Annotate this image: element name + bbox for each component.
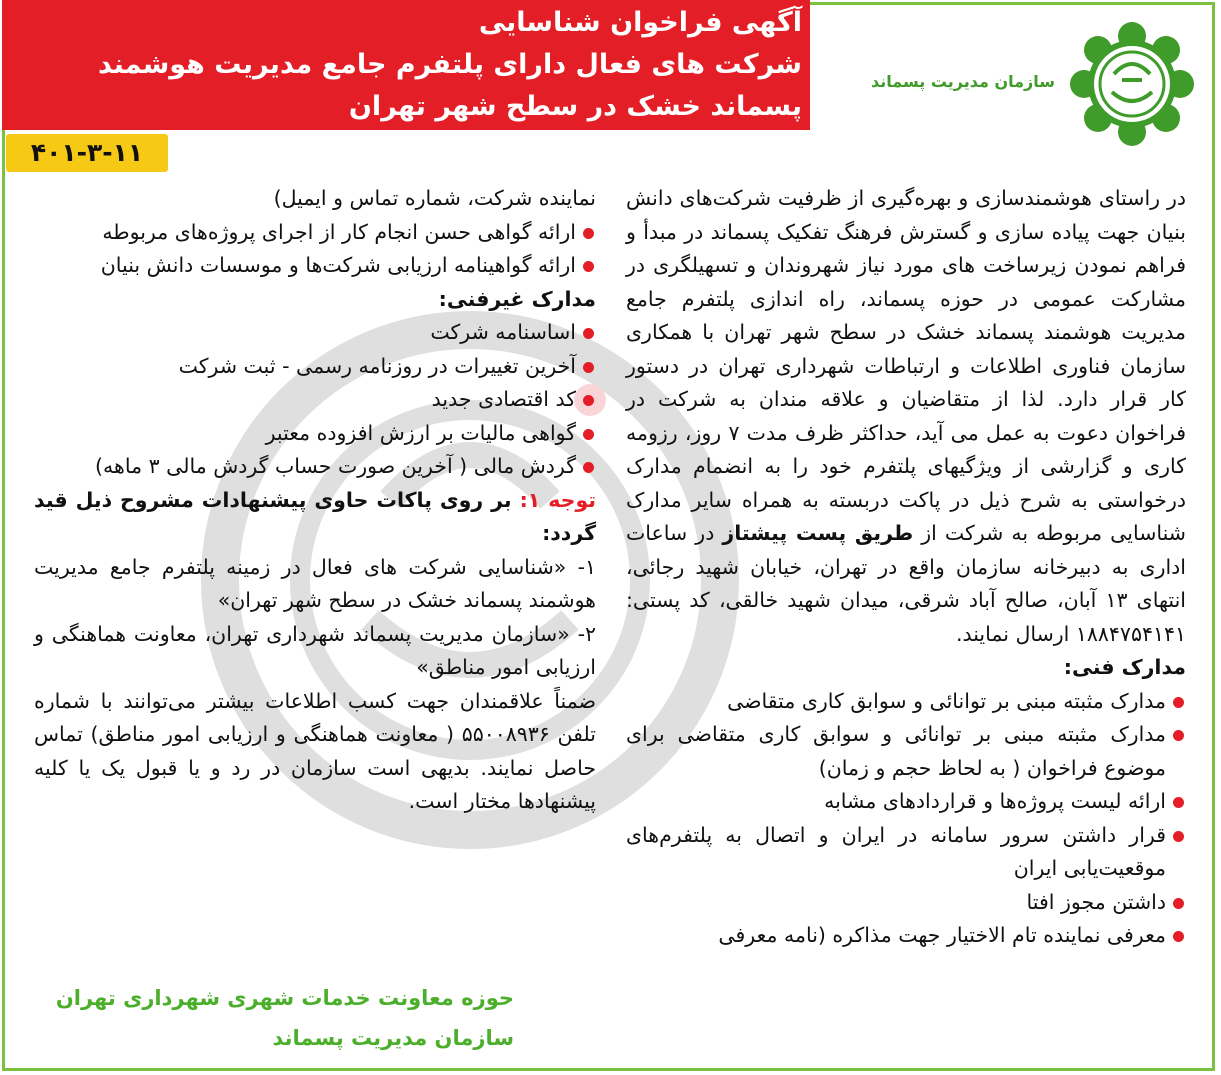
list-item: گردش مالی ( آخرین صورت حساب گردش مالی ۳ ماهه) xyxy=(34,450,596,484)
list-item: ارائه لیست پروژه‌ها و قراردادهای مشابه xyxy=(626,785,1186,819)
list-item: ارائه گواهی حسن انجام کار از اجرای پروژه‌های مربوطه xyxy=(34,216,596,250)
list-item: کد اقتصادی جدید xyxy=(34,383,596,417)
note-line-1: ۱- «شناسایی شرکت های فعال در زمینه پلتفرم جامع مدیریت هوشمند پسماند خشک در سطح شهر تهران» xyxy=(34,554,596,612)
header-line-1: آگهی فراخوان شناسایی xyxy=(478,7,802,38)
list-item: معرفی نماینده تام الاختیار جهت مذاکره (نامه معرفی xyxy=(626,919,1186,953)
date-tag: ۴۰۱-۳-۱۱ xyxy=(6,134,168,172)
list-item: ارائه گواهینامه ارزیابی شرکت‌ها و موسسات دانش بنیان xyxy=(34,249,596,283)
header-line-3: پسماند خشک در سطح شهر تهران xyxy=(348,91,802,122)
nontech-list xyxy=(34,316,596,484)
header-title xyxy=(12,2,802,128)
note-line-2: ۲- «سازمان مدیریت پسماند شهرداری تهران، معاونت هماهنگی و ارزیابی امور مناطق» xyxy=(34,621,596,679)
nontech-heading: مدارک غیرفنی: xyxy=(438,286,596,311)
note-paragraph xyxy=(34,484,596,551)
left-column xyxy=(34,182,596,819)
closing-paragraph: ضمناً علاقمندان جهت کسب اطلاعات بیشتر می‌توانند با شماره تلفن ۵۵۰۰۸۹۳۶ ( معاونت هماهنگی و ارزیابی امور مناطق) تماس حاصل نمایند. بدیهی است سازمان در رد و یا قبول یک یا کلیه پیشنهادها مختار است. xyxy=(34,688,596,813)
intro-text: در راستای هوشمندسازی و بهره‌گیری از ظرفیت شرکت‌های دانش بنیان جهت پیاده سازی و گسترش فرهنگ تفکیک پسماند در مبدأ و فراهم نمودن زیرساخت های مورد نیاز شهروندان و تسهیلگری در مشارکت عمومی در حوزه پسماند، راه اندازی پلتفرم جامع مدیریت هوشمند پسماند خشک در سطح شهر تهران با همکاری سازمان فناوری اطلاعات و ارتباطات شهرداری تهران در دستور کار قرار دارد. لذا از متقاضیان و علاقه مندان به شرکت در فراخوان دعوت به عمل می آید، حداکثر ظرف مدت ۷ روز، رزومه کاری و گزارشی از ویژگیهای پلتفرم خود را به انضمام مدارک درخواستی به شرح ذیل در پاکت دربسته به همراه سایر مدارک شناسایی مربوطه به شرکت از xyxy=(626,186,1186,545)
right-column xyxy=(626,182,1186,953)
list-item: گواهی مالیات بر ارزش افزوده معتبر xyxy=(34,417,596,451)
header-line-2: شرکت های فعال دارای پلتفرم جامع مدیریت هوشمند xyxy=(97,49,802,80)
intro-paragraph xyxy=(626,182,1186,651)
list-item: اساسنامه شرکت xyxy=(34,316,596,350)
list-item: آخرین تغییرات در روزنامه رسمی - ثبت شرکت xyxy=(34,350,596,384)
list-item: قرار داشتن سرور سامانه در ایران و اتصال به پلتفرم‌های موقعیت‌یابی ایران xyxy=(626,819,1186,886)
continuation-text: نماینده شرکت، شماره تماس و ایمیل) xyxy=(273,186,596,210)
footer-line-1: حوزه معاونت خدمات شهری شهرداری تهران xyxy=(55,986,514,1010)
list-item: داشتن مجوز افتا xyxy=(626,886,1186,920)
note-text: بر روی پاکات حاوی پیشنهادات مشروح ذیل قید گردد: xyxy=(34,487,596,545)
list-item: مدارک مثبته مبنی بر توانائی و سوابق کاری متقاضی برای موضوع فراخوان ( به لحاظ حجم و زمان) xyxy=(626,718,1186,785)
tech-heading: مدارک فنی: xyxy=(1063,655,1186,679)
tech-list-continued xyxy=(34,216,596,283)
header-band xyxy=(2,0,810,130)
tehran-municipality-logo-icon xyxy=(1062,14,1202,154)
footer-line-2: سازمان مدیریت پسماند xyxy=(272,1026,514,1050)
note-label: توجه ۱: xyxy=(519,487,596,512)
tech-list xyxy=(626,685,1186,953)
intro-bold: طریق پست پیشتاز xyxy=(722,521,914,545)
organization-name: سازمان مدیریت پسماند xyxy=(871,72,1055,91)
intro-end: در ساعات اداری به دبیرخانه سازمان واقع در تهران، خیابان شهید رجائی، انتهای ۱۳ آبان، صالح آباد شرقی، میدان شهید خالقی، کد پستی: ۱۸۸۴۷۵۴۱۴۱ ارسال نمایند. xyxy=(626,521,1186,646)
list-item: مدارک مثبته مبنی بر توانائی و سوابق کاری متقاضی xyxy=(626,685,1186,719)
